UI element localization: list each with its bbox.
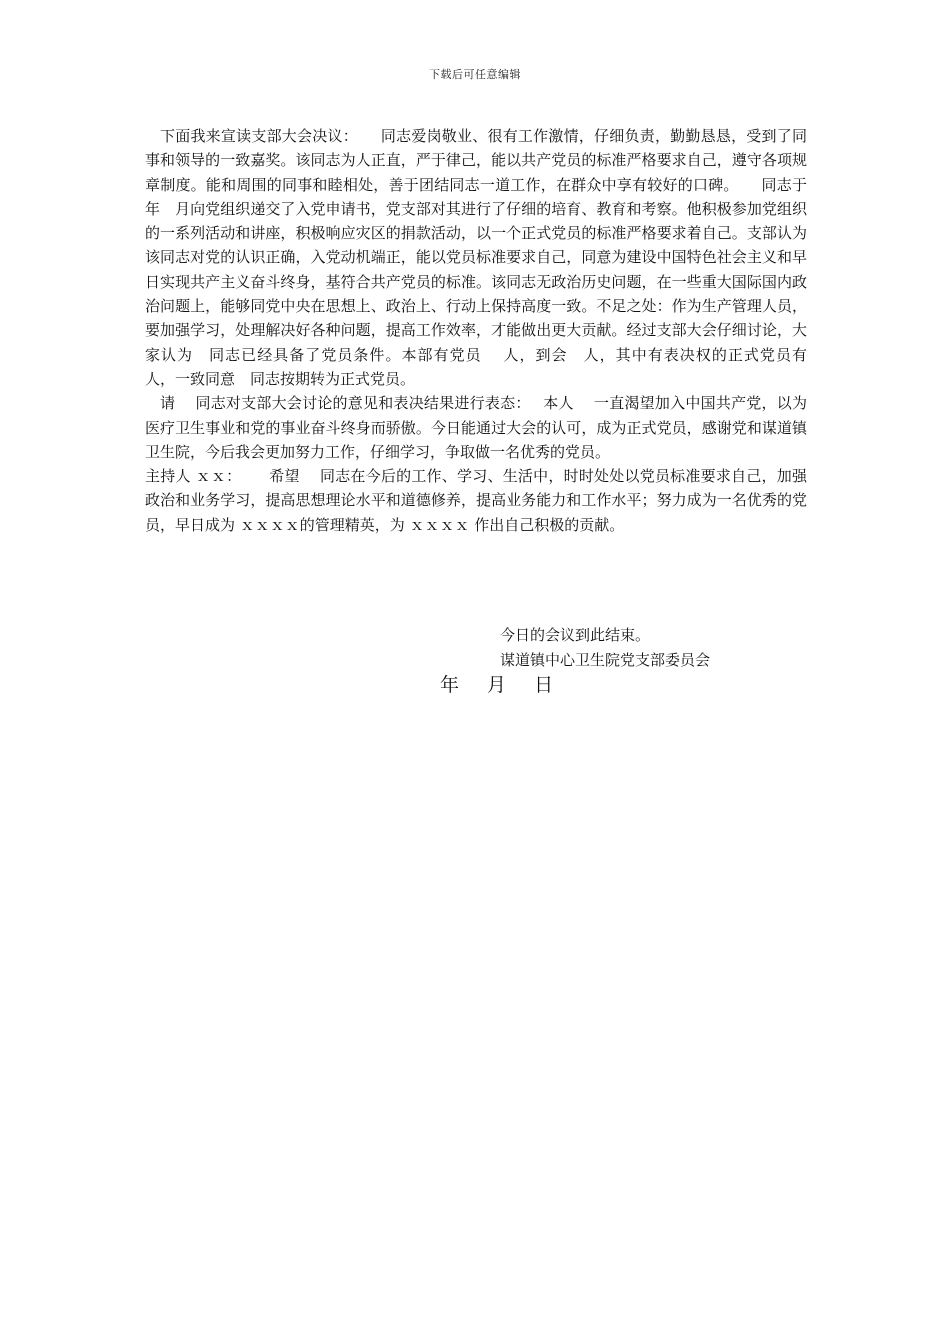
document-body xyxy=(145,124,823,537)
meeting-end-statement: 今日的会议到此结束。 xyxy=(500,626,651,644)
date-line: 年 月 日 xyxy=(440,674,555,696)
host-remarks-paragraph: 主持人 ｘｘ： 希望 同志在今后的工作、学习、生活中，时时处处以党员标准要求自己，加强政治和业务学习，提高思想理论水平和道德修养，提高业务能力和工作水平；努力成为一名优秀的党员，早日成为 ｘｘｘｘ的管理精英，为 ｘｘｘｘ 作出自己积极的贡献。 xyxy=(145,467,807,534)
resolution-paragraph: 下面我来宣读支部大会决议： 同志爱岗敬业、很有工作激情，仔细负责，勤勤恳恳，受到了同事和领导的一致嘉奖。该同志为人正直，严于律己，能以共产党员的标准严格要求自己，遵守各项规章制度。能和周围的同事和睦相处，善于团结同志一道工作，在群众中享有较好的口碑。 同志于 年 月向党组织递交了入党申请书，党支部对其进行了仔细的培育、教育和考察。他积极参加党组织的一系列活动和讲座，积极响应灾区的捐款活动，以一个正式党员的标准严格要求着自己。支部认为该同志对党的认识正确，入党动机端正，能以党员标准要求自己，同意为建设中国特色社会主义和早日实现共产主义奋斗终身，基符合共产党员的标准。该同志无政治历史问题，在一些重大国际国内政治问题上，能够同党中央在思想上、政治上、行动上保持高度一致。不足之处：作为生产管理人员，要加强学习，处理解决好各种问题，提高工作效率，才能做出更大贡献。经过支部大会仔细讨论，大家认为 同志已经具备了党员条件。本部有党员 人，到会 人，其中有表决权的正式党员有 人，一致同意 同志按期转为正式党员。 xyxy=(145,127,823,388)
statement-paragraph: 请 同志对支部大会讨论的意见和表决结果进行表态： 本人 一直渴望加入中国共产党，以为医疗卫生事业和党的事业奋斗终身而骄傲。今日能通过大会的认可，成为正式党员，感谢党和谋道镇卫生院，今后我会更加努力工作，仔细学习，争取做一名优秀的党员。 xyxy=(145,394,807,461)
page-header-note: 下载后可任意编辑 xyxy=(429,68,521,81)
organization-signature: 谋道镇中心卫生院党支部委员会 xyxy=(500,651,711,669)
